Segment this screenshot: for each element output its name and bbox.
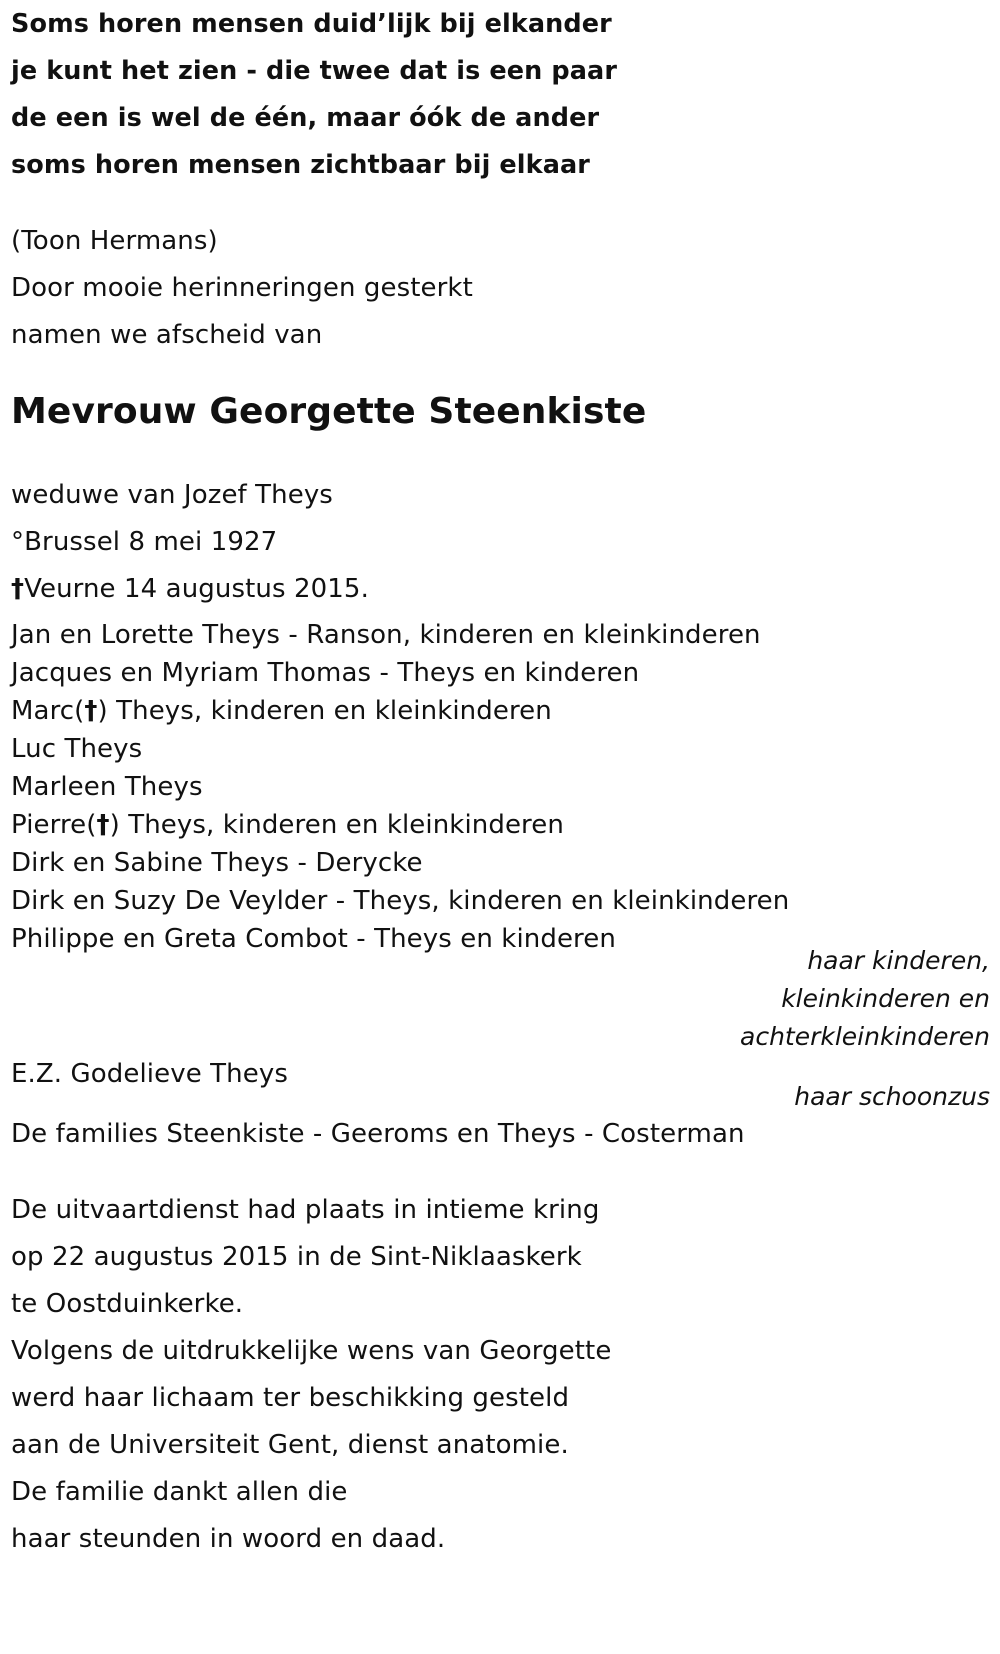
intro-line: Door mooie herinneringen gesterkt — [11, 273, 473, 303]
family-line-text: Luc Theys — [11, 734, 143, 764]
family-line-text: Dirk en Suzy De Veylder - Theys, kinderen en kleinkinderen — [11, 886, 790, 916]
sister-in-law-role: haar schoonzus — [794, 1082, 990, 1111]
family-line — [11, 846, 423, 880]
death-info — [11, 572, 369, 606]
family-line — [11, 694, 552, 728]
family-line-text: Jacques en Myriam Thomas - Theys en kinderen — [11, 658, 640, 688]
poem-line: je kunt het zien - die twee dat is een paar — [11, 56, 618, 86]
family-line-text: Marc( — [11, 696, 85, 726]
closing-line: op 22 augustus 2015 in de Sint-Niklaaskerk — [11, 1242, 582, 1272]
family-line-text: Dirk en Sabine Theys - Derycke — [11, 848, 423, 878]
poem-author: (Toon Hermans) — [11, 226, 218, 256]
poem-line: de een is wel de één, maar óók de ander — [11, 103, 600, 133]
closing-line: te Oostduinkerke. — [11, 1289, 244, 1319]
closing-line: Volgens de uitdrukkelijke wens van Georgette — [11, 1336, 612, 1366]
poem-line: Soms horen mensen duid’lijk bij elkander — [11, 9, 612, 39]
family-line-text: Jan en Lorette Theys - Ranson, kinderen en kleinkinderen — [11, 620, 761, 650]
children-role: achterkleinkinderen — [740, 1022, 990, 1051]
family-line — [11, 732, 142, 766]
family-line-text: ) Theys, kinderen en kleinkinderen — [109, 810, 564, 840]
closing-line: aan de Universiteit Gent, dienst anatomie. — [11, 1430, 569, 1460]
family-line — [11, 770, 203, 804]
cross-icon: † — [11, 574, 25, 604]
family-line-text: Philippe en Greta Combot - Theys en kinderen — [11, 924, 616, 954]
closing-line: werd haar lichaam ter beschikking gesteld — [11, 1383, 570, 1413]
closing-line: De uitvaartdienst had plaats in intieme kring — [11, 1195, 600, 1225]
cross-icon: † — [84, 696, 98, 726]
family-line-text: Pierre( — [11, 810, 97, 840]
family-line — [11, 884, 789, 918]
birth-info: °Brussel 8 mei 1927 — [11, 527, 278, 557]
cross-icon: † — [96, 810, 110, 840]
children-role: haar kinderen, — [807, 946, 990, 975]
families: De families Steenkiste - Geeroms en Theys - Costerman — [11, 1119, 745, 1149]
family-line-text: ) Theys, kinderen en kleinkinderen — [97, 696, 552, 726]
widow-of: weduwe van Jozef Theys — [11, 480, 333, 510]
family-line — [11, 618, 761, 652]
family-line — [11, 808, 564, 842]
family-line-text: Marleen Theys — [11, 772, 203, 802]
poem-line: soms horen mensen zichtbaar bij elkaar — [11, 150, 590, 180]
closing-line: haar steunden in woord en daad. — [11, 1524, 446, 1554]
death-text: Veurne 14 augustus 2015. — [24, 574, 369, 604]
family-line — [11, 656, 639, 690]
deceased-name: Mevrouw Georgette Steenkiste — [11, 391, 647, 432]
intro-line: namen we afscheid van — [11, 320, 323, 350]
children-role: kleinkinderen en — [781, 984, 990, 1013]
family-line — [11, 922, 616, 956]
closing-line: De familie dankt allen die — [11, 1477, 348, 1507]
sister-in-law: E.Z. Godelieve Theys — [11, 1059, 288, 1089]
